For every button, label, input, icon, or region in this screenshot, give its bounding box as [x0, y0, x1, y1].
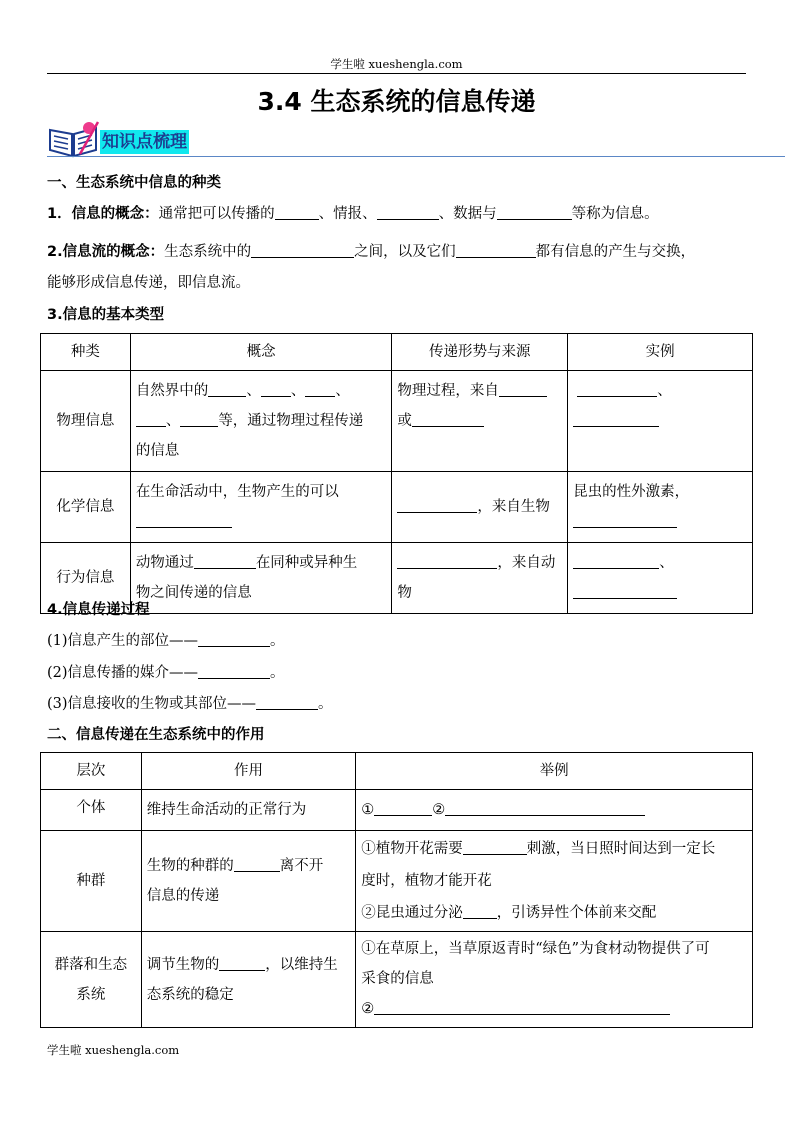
- table-cell-level: 种群: [41, 831, 142, 932]
- text: 群落和生态: [54, 956, 128, 973]
- text: 、: [657, 383, 672, 399]
- blank-field[interactable]: [445, 800, 645, 816]
- info-concept-label: 1．信息的概念：: [47, 206, 159, 222]
- table-cell-role: [141, 831, 356, 932]
- process-line-1: [47, 629, 285, 650]
- blank-field[interactable]: [256, 694, 318, 710]
- text: 或: [397, 413, 412, 429]
- text: 之间，以及它们: [354, 244, 456, 260]
- table-cell-example: [356, 790, 753, 831]
- process-label: 4.信息传递过程: [47, 602, 150, 618]
- blank-field[interactable]: [497, 204, 572, 220]
- section2-heading: 二、信息传递在生态系统中的作用: [47, 727, 265, 743]
- table-cell-concept: [130, 543, 392, 614]
- table-cell-kind: 物理信息: [41, 371, 131, 472]
- text: 。: [318, 696, 333, 712]
- blank-field[interactable]: [374, 800, 432, 816]
- text: ②: [361, 1001, 375, 1017]
- page-header: 学生啦 xueshengla.com: [330, 57, 463, 71]
- text: 度时，植物才能开花: [361, 873, 492, 889]
- table-row: [41, 790, 753, 831]
- text: 、: [246, 383, 261, 399]
- text: 离不开: [279, 858, 324, 874]
- blank-field[interactable]: [136, 411, 166, 427]
- blank-field[interactable]: [251, 242, 354, 258]
- text: 生态系统中的: [164, 244, 252, 260]
- text: 。: [270, 665, 285, 681]
- text: 。: [270, 633, 285, 649]
- blank-field[interactable]: [219, 955, 265, 971]
- table-header-row: [41, 753, 753, 790]
- text: 通常把可以传播的: [158, 206, 275, 222]
- blank-field[interactable]: [397, 497, 477, 513]
- text: 、: [335, 383, 350, 399]
- open-book-icon: [48, 120, 100, 158]
- text: 、情报、: [318, 206, 377, 222]
- table-cell-example: [568, 472, 753, 543]
- table-header: 举例: [356, 753, 753, 790]
- text: 调节生物的: [146, 956, 220, 973]
- text: 生物的种群的: [146, 858, 234, 874]
- text: 的信息: [135, 443, 180, 459]
- table-row: [41, 831, 753, 932]
- text: ，来自动: [497, 555, 556, 571]
- text: 、数据与: [438, 206, 497, 222]
- info-flow-line: [47, 240, 695, 261]
- table-header-row: [41, 334, 753, 371]
- table-cell-role: 维持生命活动的正常行为: [141, 790, 356, 831]
- blank-field[interactable]: [573, 583, 677, 599]
- blank-field[interactable]: [397, 553, 497, 569]
- text: 等称为信息。: [571, 206, 659, 222]
- text: ，以维持生: [265, 956, 338, 973]
- table-cell-concept: [130, 472, 392, 543]
- blank-field[interactable]: [573, 512, 677, 528]
- info-types-label: 3.信息的基本类型: [47, 307, 165, 323]
- text: 都有信息的产生与交换，: [535, 244, 696, 260]
- info-flow-line-2: 能够形成信息传递，即信息流。: [47, 275, 250, 291]
- blank-field[interactable]: [180, 411, 218, 427]
- text: (1)信息产生的部位——: [47, 633, 199, 649]
- text: 在同种或异种生: [255, 555, 358, 571]
- blank-field[interactable]: [136, 512, 232, 528]
- table-header: 概念: [130, 334, 392, 371]
- table-header: 作用: [141, 753, 356, 790]
- text: 等，通过物理过程传递: [218, 413, 364, 429]
- text: 在生命活动中，生物产生的可以: [135, 484, 339, 500]
- text: ①: [361, 802, 375, 818]
- text: 、: [290, 383, 306, 399]
- header-divider: [47, 73, 746, 74]
- text: ①植物开花需要: [361, 841, 463, 857]
- table-cell-kind: 行为信息: [41, 543, 131, 614]
- blank-field[interactable]: [234, 856, 280, 872]
- blank-field[interactable]: [194, 553, 256, 569]
- text: 昆虫的性外激素，: [573, 484, 690, 500]
- roles-table: [40, 752, 753, 1028]
- info-types-table: [40, 333, 753, 614]
- blank-field[interactable]: [573, 553, 659, 569]
- blank-field[interactable]: [499, 381, 547, 397]
- blank-field[interactable]: [198, 663, 270, 679]
- table-cell-kind: 化学信息: [41, 472, 131, 543]
- text: 态系统的稳定: [146, 986, 234, 1003]
- banner-divider: [47, 156, 785, 157]
- text: 系统: [76, 986, 106, 1003]
- text: 动物通过: [135, 555, 194, 571]
- text: ，来自生物: [477, 499, 550, 515]
- blank-field[interactable]: [305, 381, 335, 397]
- text: 刺激，当日照时间达到一定长: [526, 841, 716, 857]
- table-row: [41, 932, 753, 1028]
- blank-field[interactable]: [208, 381, 246, 397]
- table-header: 种类: [41, 334, 131, 371]
- page-footer: 学生啦 xueshengla.com: [47, 1043, 180, 1057]
- process-line-3: [47, 692, 333, 713]
- table-cell-concept: [130, 371, 392, 472]
- text: ①在草原上，当草原返青时“绿色”为食材动物提供了可: [361, 941, 710, 957]
- page-title: 3.4 生态系统的信息传递: [257, 87, 536, 116]
- text: 物之间传递的信息: [135, 585, 252, 601]
- text: ②昆虫通过分泌: [361, 905, 463, 921]
- blank-field[interactable]: [198, 631, 270, 647]
- text: 采食的信息: [361, 971, 434, 987]
- blank-field[interactable]: [577, 381, 657, 397]
- blank-field[interactable]: [456, 242, 536, 258]
- text: 信息的传递: [146, 888, 220, 904]
- text: 自然界中的: [135, 383, 209, 399]
- blank-field[interactable]: [377, 204, 439, 220]
- table-cell-source: [392, 371, 568, 472]
- table-cell-example: [356, 831, 753, 932]
- text: 、: [165, 413, 181, 429]
- table-header: 实例: [568, 334, 753, 371]
- section-banner-label: 知识点梳理: [102, 132, 187, 152]
- table-cell-example: [568, 371, 753, 472]
- blank-field[interactable]: [463, 903, 497, 919]
- text: ②: [432, 802, 446, 818]
- blank-field[interactable]: [374, 999, 670, 1015]
- info-concept-line: [47, 202, 659, 223]
- text: 物: [397, 585, 412, 601]
- table-row: [41, 371, 753, 472]
- text: 物理过程，来自: [397, 383, 499, 399]
- text: (2)信息传播的媒介——: [47, 665, 199, 681]
- table-cell-level: 个体: [41, 790, 142, 831]
- blank-field[interactable]: [261, 381, 291, 397]
- table-cell-role: [141, 932, 356, 1028]
- blank-field[interactable]: [573, 411, 659, 427]
- info-flow-label: 2.信息流的概念：: [47, 244, 165, 260]
- process-line-2: [47, 661, 285, 682]
- table-cell-example: [568, 543, 753, 614]
- text: ，引诱异性个体前来交配: [496, 905, 657, 921]
- table-cell-source: [392, 543, 568, 614]
- text: 、: [659, 555, 674, 571]
- blank-field[interactable]: [463, 839, 527, 855]
- table-cell-source: [392, 472, 568, 543]
- table-cell-example: [356, 932, 753, 1028]
- text: (3)信息接收的生物或其部位——: [47, 696, 257, 712]
- blank-field[interactable]: [412, 411, 484, 427]
- table-row: [41, 472, 753, 543]
- blank-field[interactable]: [275, 204, 319, 220]
- table-cell-level: [41, 932, 142, 1028]
- table-header: 传递形势与来源: [392, 334, 568, 371]
- section1-heading: 一、生态系统中信息的种类: [47, 175, 221, 191]
- table-header: 层次: [41, 753, 142, 790]
